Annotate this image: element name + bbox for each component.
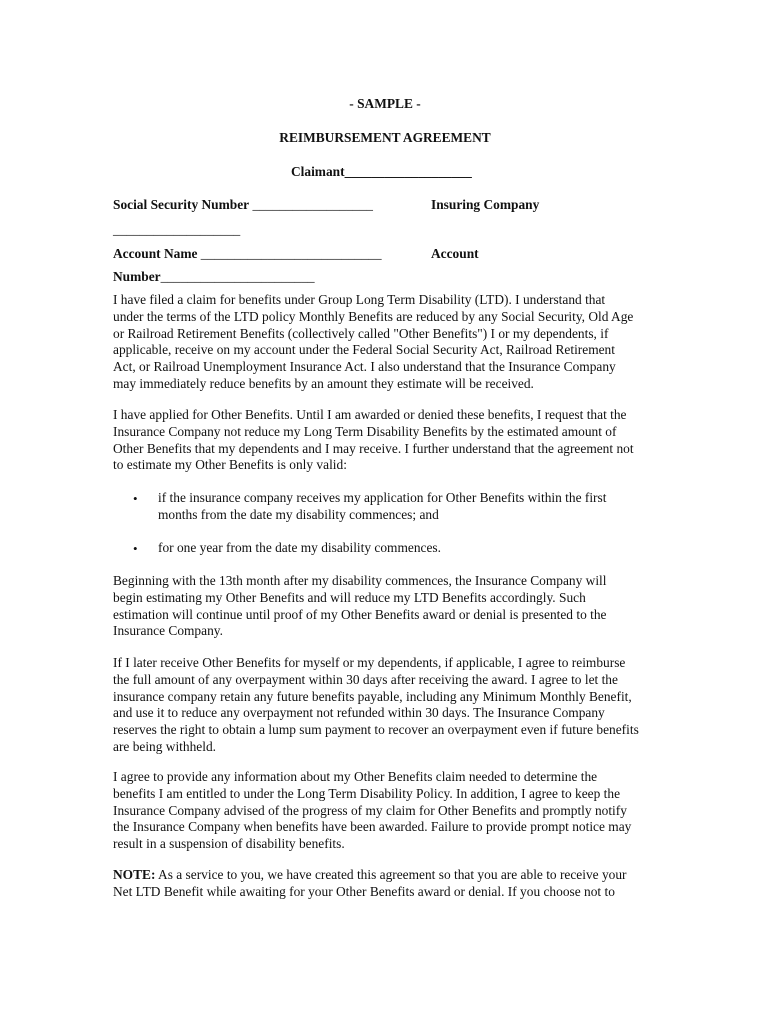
text-line: reserves the right to obtain a lump sum payment to recover an overpayment even if future benefits bbox=[113, 722, 639, 738]
text-line: result in a suspension of disability benefits. bbox=[113, 836, 345, 852]
bullet-icon: • bbox=[133, 491, 138, 506]
number-blank: _______________________ bbox=[160, 269, 315, 284]
account-name-blank: ___________________________ bbox=[200, 246, 382, 261]
text-line: and use it to reduce any overpayment not refunded within 30 days. The Insurance Company bbox=[113, 705, 605, 721]
paragraph-information bbox=[113, 769, 658, 853]
ssn-label: Social Security Number bbox=[113, 197, 250, 212]
text-line: may immediately reduce benefits by an amount they estimate will be received. bbox=[113, 375, 534, 391]
text-line: are being withheld. bbox=[113, 738, 216, 754]
text-line: to estimate my Other Benefits is only valid: bbox=[113, 457, 347, 473]
text-line: insurance company retain any future benefits payable, including any Minimum Monthly Benefit, bbox=[113, 688, 632, 704]
text-line: under the terms of the LTD policy Monthly Benefits are reduced by any Social Security, Old Age bbox=[113, 308, 634, 324]
text-line: for one year from the date my disability commences. bbox=[158, 540, 441, 555]
ssn-blank: __________________ bbox=[252, 197, 373, 212]
text-line: Net LTD Benefit while awaiting for your Other Benefits award or denial. If you choose not to bbox=[113, 883, 615, 899]
document-title: REIMBURSEMENT AGREEMENT bbox=[279, 130, 491, 145]
text-line: I have applied for Other Benefits. Until I am awarded or denied these benefits, I request that the bbox=[113, 407, 627, 422]
note-label: NOTE: bbox=[113, 867, 156, 882]
bullet-item-application bbox=[158, 490, 648, 524]
claimant-field[interactable] bbox=[291, 163, 472, 180]
insuring-company-label: Insuring Company bbox=[431, 197, 540, 212]
text-line: Other Benefits that my dependents and I may receive. I further understand that the agreement not bbox=[113, 440, 634, 456]
paragraph-claim bbox=[113, 292, 658, 393]
account-number-field[interactable] bbox=[113, 268, 315, 285]
text-line: I have filed a claim for benefits under Group Long Term Disability (LTD). I understand that bbox=[113, 292, 606, 307]
text-line: if the insurance company receives my application for Other Benefits within the first bbox=[158, 490, 607, 505]
paragraph-reimburse bbox=[113, 655, 658, 756]
paragraph-beginning bbox=[113, 573, 658, 640]
paragraph-note bbox=[113, 867, 658, 901]
account-label: Account bbox=[431, 246, 479, 261]
number-label: Number bbox=[113, 269, 161, 284]
text-line: Insurance Company not reduce my Long Term Disability Benefits by the estimated amount of bbox=[113, 423, 617, 439]
text-line bbox=[113, 867, 658, 884]
paragraph-applied bbox=[113, 407, 658, 474]
text-line: begin estimating my Other Benefits and will reduce my LTD Benefits accordingly. Such bbox=[113, 589, 586, 605]
note-text: As a service to you, we have created this agreement so that you are able to receive your bbox=[155, 867, 627, 882]
ssn-field[interactable] bbox=[113, 196, 373, 213]
text-line: I agree to provide any information about my Other Benefits claim needed to determine the bbox=[113, 769, 598, 784]
bullet-item-one-year bbox=[158, 540, 648, 557]
claimant-blank: ___________________ bbox=[344, 164, 472, 179]
claimant-label: Claimant bbox=[291, 164, 345, 179]
account-name-label: Account Name bbox=[113, 246, 198, 261]
text-line: the full amount of any overpayment within 30 days after receiving the award. I agree to let the bbox=[113, 671, 618, 687]
bullet-icon: • bbox=[133, 541, 138, 556]
text-line: estimation will continue until proof of my Other Benefits award or denial is presented to the bbox=[113, 606, 607, 622]
sample-heading: - SAMPLE - bbox=[349, 96, 421, 111]
text-line: the Insurance Company when benefits have been awarded. Failure to provide prompt notice may bbox=[113, 819, 632, 835]
text-line: applicable, receive on my account under the Federal Social Security Act, Railroad Retirement bbox=[113, 342, 615, 358]
text-line: benefits I am entitled to under the Long Term Disability Policy. In addition, I agree to keep the bbox=[113, 785, 621, 801]
text-line: Beginning with the 13th month after my disability commences, the Insurance Company will bbox=[113, 573, 607, 588]
text-line: or Railroad Retirement Benefits (collectively called "Other Benefits") I or my dependents, if bbox=[113, 325, 609, 341]
text-line: Insurance Company advised of the progress of my claim for Other Benefits and promptly notify bbox=[113, 802, 627, 818]
text-line: Act, or Railroad Unemployment Insurance Act. I also understand that the Insurance Company bbox=[113, 359, 616, 375]
text-line: months from the date my disability commences; and bbox=[158, 506, 439, 522]
text-line: Insurance Company. bbox=[113, 623, 223, 639]
text-line: If I later receive Other Benefits for myself or my dependents, if applicable, I agree to reimburse bbox=[113, 655, 626, 670]
account-name-field[interactable] bbox=[113, 245, 382, 262]
insuring-company-blank[interactable]: ___________________ bbox=[113, 222, 241, 237]
